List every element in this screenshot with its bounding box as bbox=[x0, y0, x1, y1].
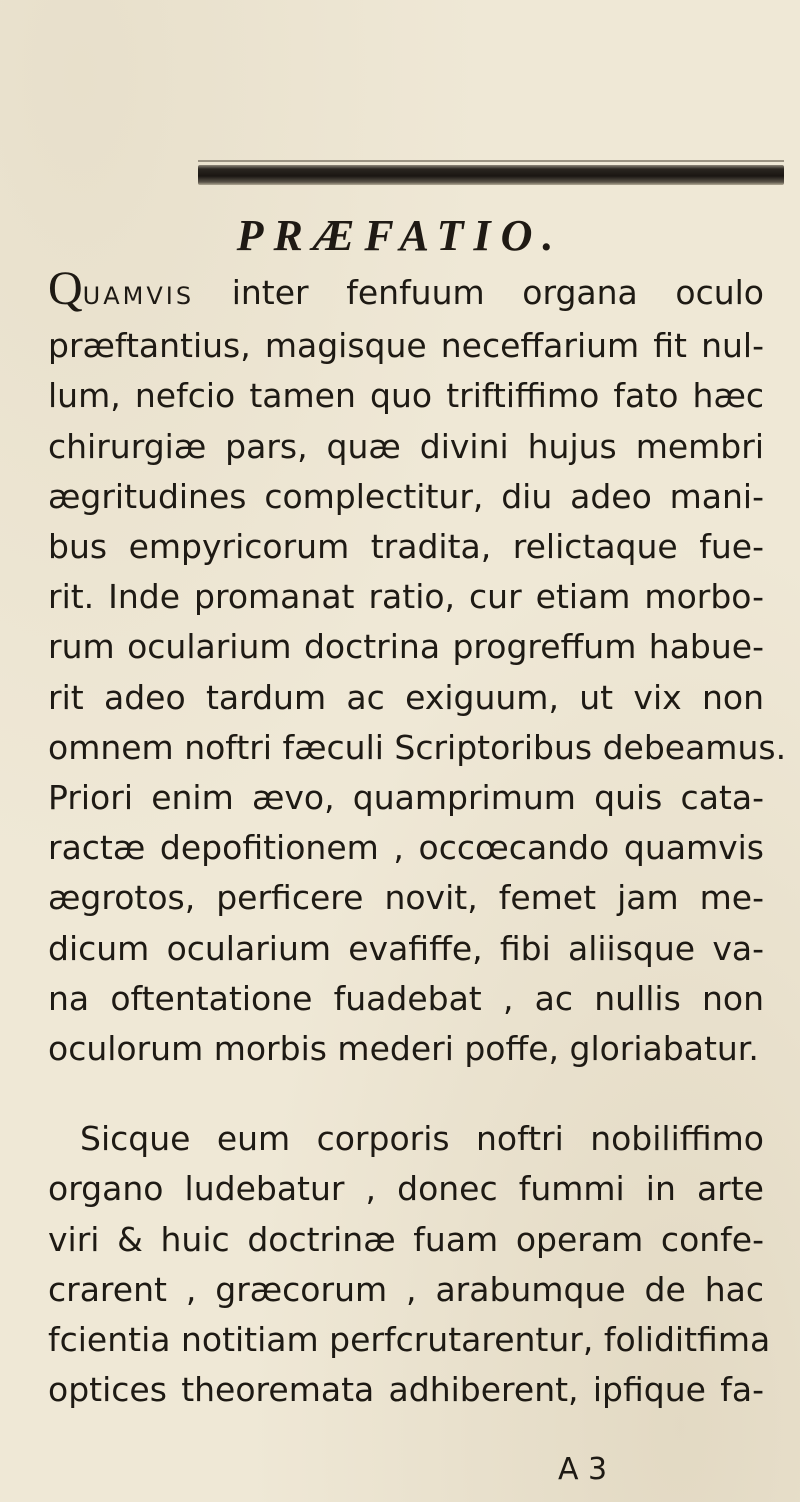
drop-cap: Q bbox=[48, 262, 83, 315]
paragraph2-line: organo ludebatur , donec fummi in arte bbox=[48, 1169, 764, 1209]
paragraph1-line: dicum ocularium evafiffe, fibi aliisque va- bbox=[48, 928, 764, 968]
paragraph1-line: ægrotos, perficere novit, femet jam me- bbox=[48, 878, 764, 918]
paragraph1-line: lum, nefcio tamen quo triftiffimo fato hæc bbox=[48, 376, 764, 416]
paragraph-gap bbox=[48, 1074, 764, 1114]
paragraph2-line: Sicque eum corporis noftri nobiliffimo bbox=[80, 1119, 764, 1159]
paragraph1-line: na oftentatione fuadebat , ac nullis non bbox=[48, 978, 764, 1018]
catchword-signature: A 3 bbox=[558, 1452, 608, 1487]
page-heading: PRÆFATIO. bbox=[236, 211, 564, 260]
paragraph1-line: ægritudines complectitur, diu adeo mani- bbox=[48, 476, 764, 516]
paragraph2-line: crarent , græcorum , arabumque de hac bbox=[48, 1269, 764, 1309]
first-word-smallcaps: UAMVIS bbox=[82, 282, 195, 310]
paragraph1-line: rit. Inde promanat ratio, cur etiam morbo- bbox=[48, 577, 764, 617]
paragraph1-line: chirurgiæ pars, quæ divini hujus membri bbox=[48, 426, 764, 466]
body-text bbox=[48, 262, 787, 1415]
first-line-rest: inter fenfuum organa oculo bbox=[194, 273, 764, 312]
paragraph2-line: optices theoremata adhiberent, ipfique fa- bbox=[48, 1370, 764, 1410]
paragraph1-line: bus empyricorum tradita, relictaque fue- bbox=[48, 527, 764, 567]
paragraph1-line: Priori enim ævo, quamprimum quis cata- bbox=[48, 778, 764, 818]
paragraph1-line: rit adeo tardum ac exiguum, ut vix non bbox=[48, 677, 764, 717]
top-rule-thin bbox=[198, 160, 784, 162]
paragraph2-line: fcientia notitiam perfcrutarentur, foliditfima bbox=[48, 1320, 771, 1360]
paragraph2-line: viri & huic doctrinæ fuam operam confe- bbox=[48, 1219, 764, 1259]
paragraph1-line: rum ocularium doctrina progreffum habue- bbox=[48, 627, 764, 667]
paragraph1-line: omnem noftri fæculi Scriptoribus debeamus. bbox=[48, 727, 787, 767]
top-ornamental-rule bbox=[198, 165, 784, 185]
paragraph1-line-1 bbox=[48, 262, 764, 321]
paragraph1-line: ractæ depofitionem , occœcando quamvis bbox=[48, 828, 764, 868]
paragraph1-line: oculorum morbis mederi poffe, gloriabatur. bbox=[48, 1029, 759, 1069]
paragraph1-line: præftantius, magisque neceffarium fit nul- bbox=[48, 326, 764, 366]
